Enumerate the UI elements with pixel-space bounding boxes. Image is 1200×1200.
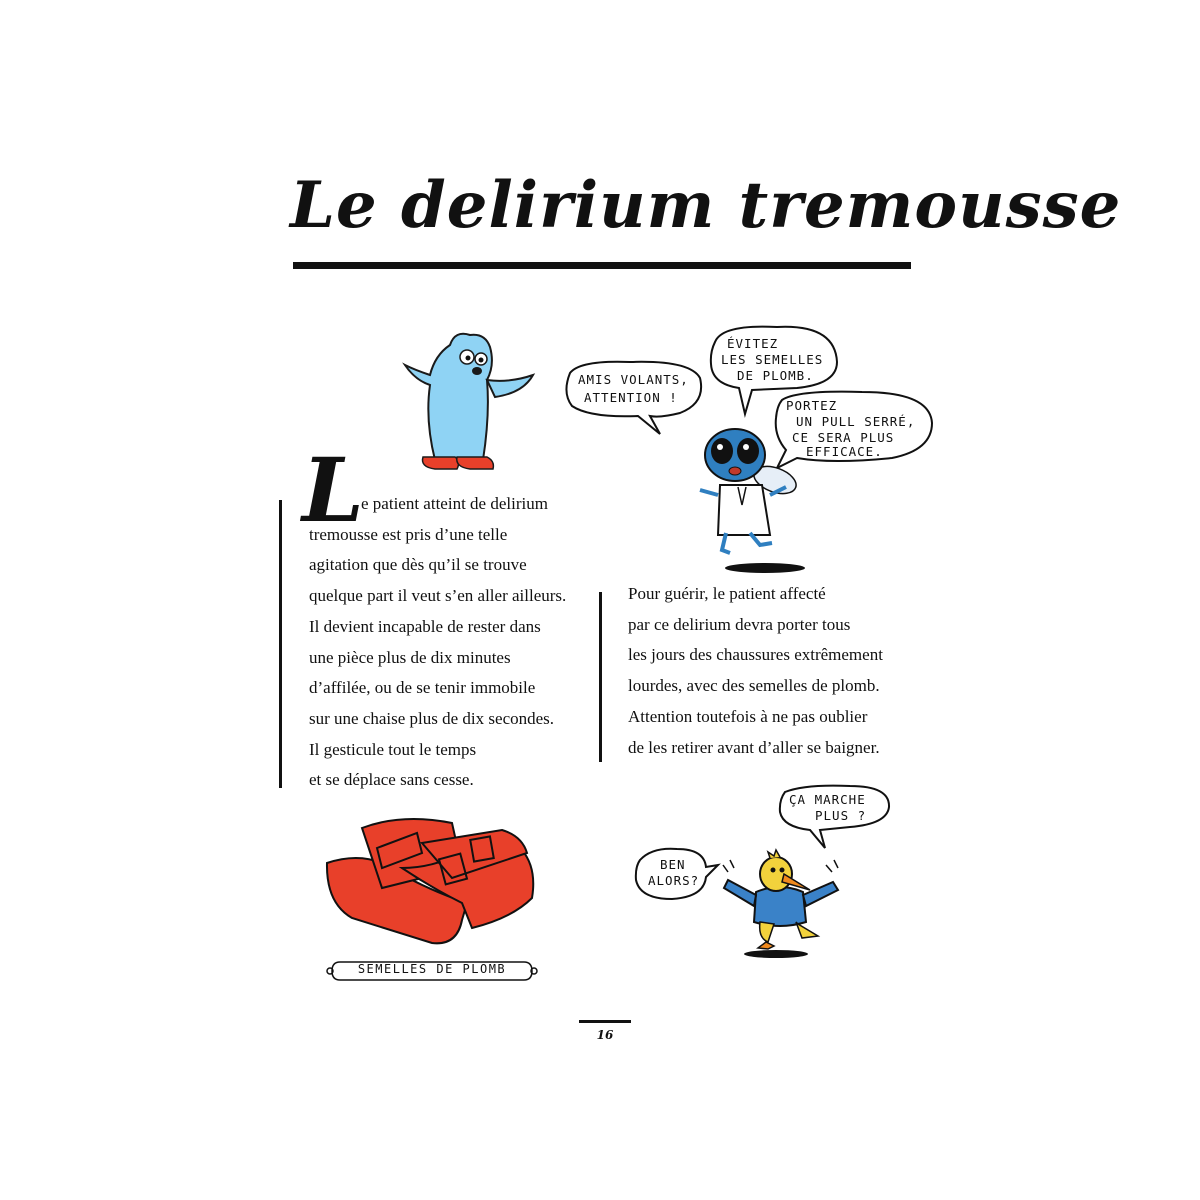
page-number: 16 [596,1028,614,1042]
intro-line: Il gesticule tout le temps [309,739,477,759]
bubble-amis-line-2: ATTENTION ! [584,390,678,405]
cure-line: Attention toutefois à ne pas oublier [628,706,868,726]
speech-bubble-amis [560,358,710,438]
bubble-amis-line-1: AMIS VOLANTS, [578,372,689,387]
shoes-caption-banner [326,958,538,984]
left-column-bar [279,500,282,788]
cure-line: lourdes, avec des semelles de plomb. [628,676,880,696]
bubble-portez-line-1: PORTEZ [786,398,838,413]
blue-monster-illustration [395,325,540,475]
bubble-ca-marche-line-2: PLUS ? [815,808,867,823]
cure-line: les jours des chaussures extrêmement [628,645,883,665]
intro-line: agitation que dès qu’il se trouve [309,555,527,575]
cure-line: de les retirer avant d’aller se baigner. [628,737,880,757]
intro-line: e patient atteint de delirium [361,494,548,513]
bubble-ca-marche-line-1: ÇA MARCHE [789,792,866,807]
cure-line: Pour guérir, le patient affecté [628,584,826,603]
bubble-ben-line-2: ALORS? [648,873,700,888]
right-column-bar [599,592,602,762]
drop-cap: L [302,438,364,542]
intro-line: tremousse est pris d’une telle [309,524,508,544]
intro-line: Il devient incapable de rester dans [309,616,541,636]
intro-line: d’affilée, ou de se tenir immobile [309,678,536,698]
bubble-ben-line-1: BEN [660,857,686,872]
title-underline [293,262,911,269]
speech-bubble-ben-alors [632,845,722,905]
lead-soled-shoes-illustration [322,808,547,958]
yellow-bird-illustration [718,850,843,960]
page-title: Le delirium tremousse [290,168,1122,243]
bubble-evitez-line-3: DE PLOMB. [737,368,814,383]
intro-line: sur une chaise plus de dix secondes. [309,708,555,728]
bubble-portez-line-4: EFFICACE. [806,444,883,459]
bubble-evitez-line-1: ÉVITEZ [727,336,779,351]
bubble-evitez-line-2: LES SEMELLES [721,352,824,367]
cure-line: par ce delirium devra porter tous [628,614,851,634]
bubble-portez-line-3: CE SERA PLUS [792,430,895,445]
speech-bubble-ca-marche [775,782,895,852]
bubble-portez-line-2: UN PULL SERRÉ, [796,414,916,429]
page-number-rule [579,1020,631,1023]
intro-line: quelque part il veut s’en aller ailleurs. [309,586,567,606]
fly-doctor-illustration [690,425,815,575]
intro-line: une pièce plus de dix minutes [309,647,511,667]
intro-paragraph [309,489,566,796]
intro-line: et se déplace sans cesse. [309,770,474,790]
shoes-caption: SEMELLES DE PLOMB [357,962,507,976]
cure-paragraph [628,579,883,763]
